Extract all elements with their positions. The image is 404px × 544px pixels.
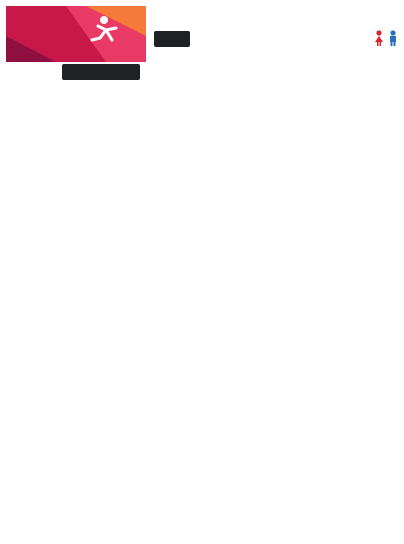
runner-logo-graphic (6, 6, 146, 62)
male-icon (388, 30, 398, 46)
female-icon (374, 30, 384, 46)
events-header (62, 64, 140, 80)
championship-logo (6, 6, 146, 62)
month-badge (154, 31, 190, 47)
